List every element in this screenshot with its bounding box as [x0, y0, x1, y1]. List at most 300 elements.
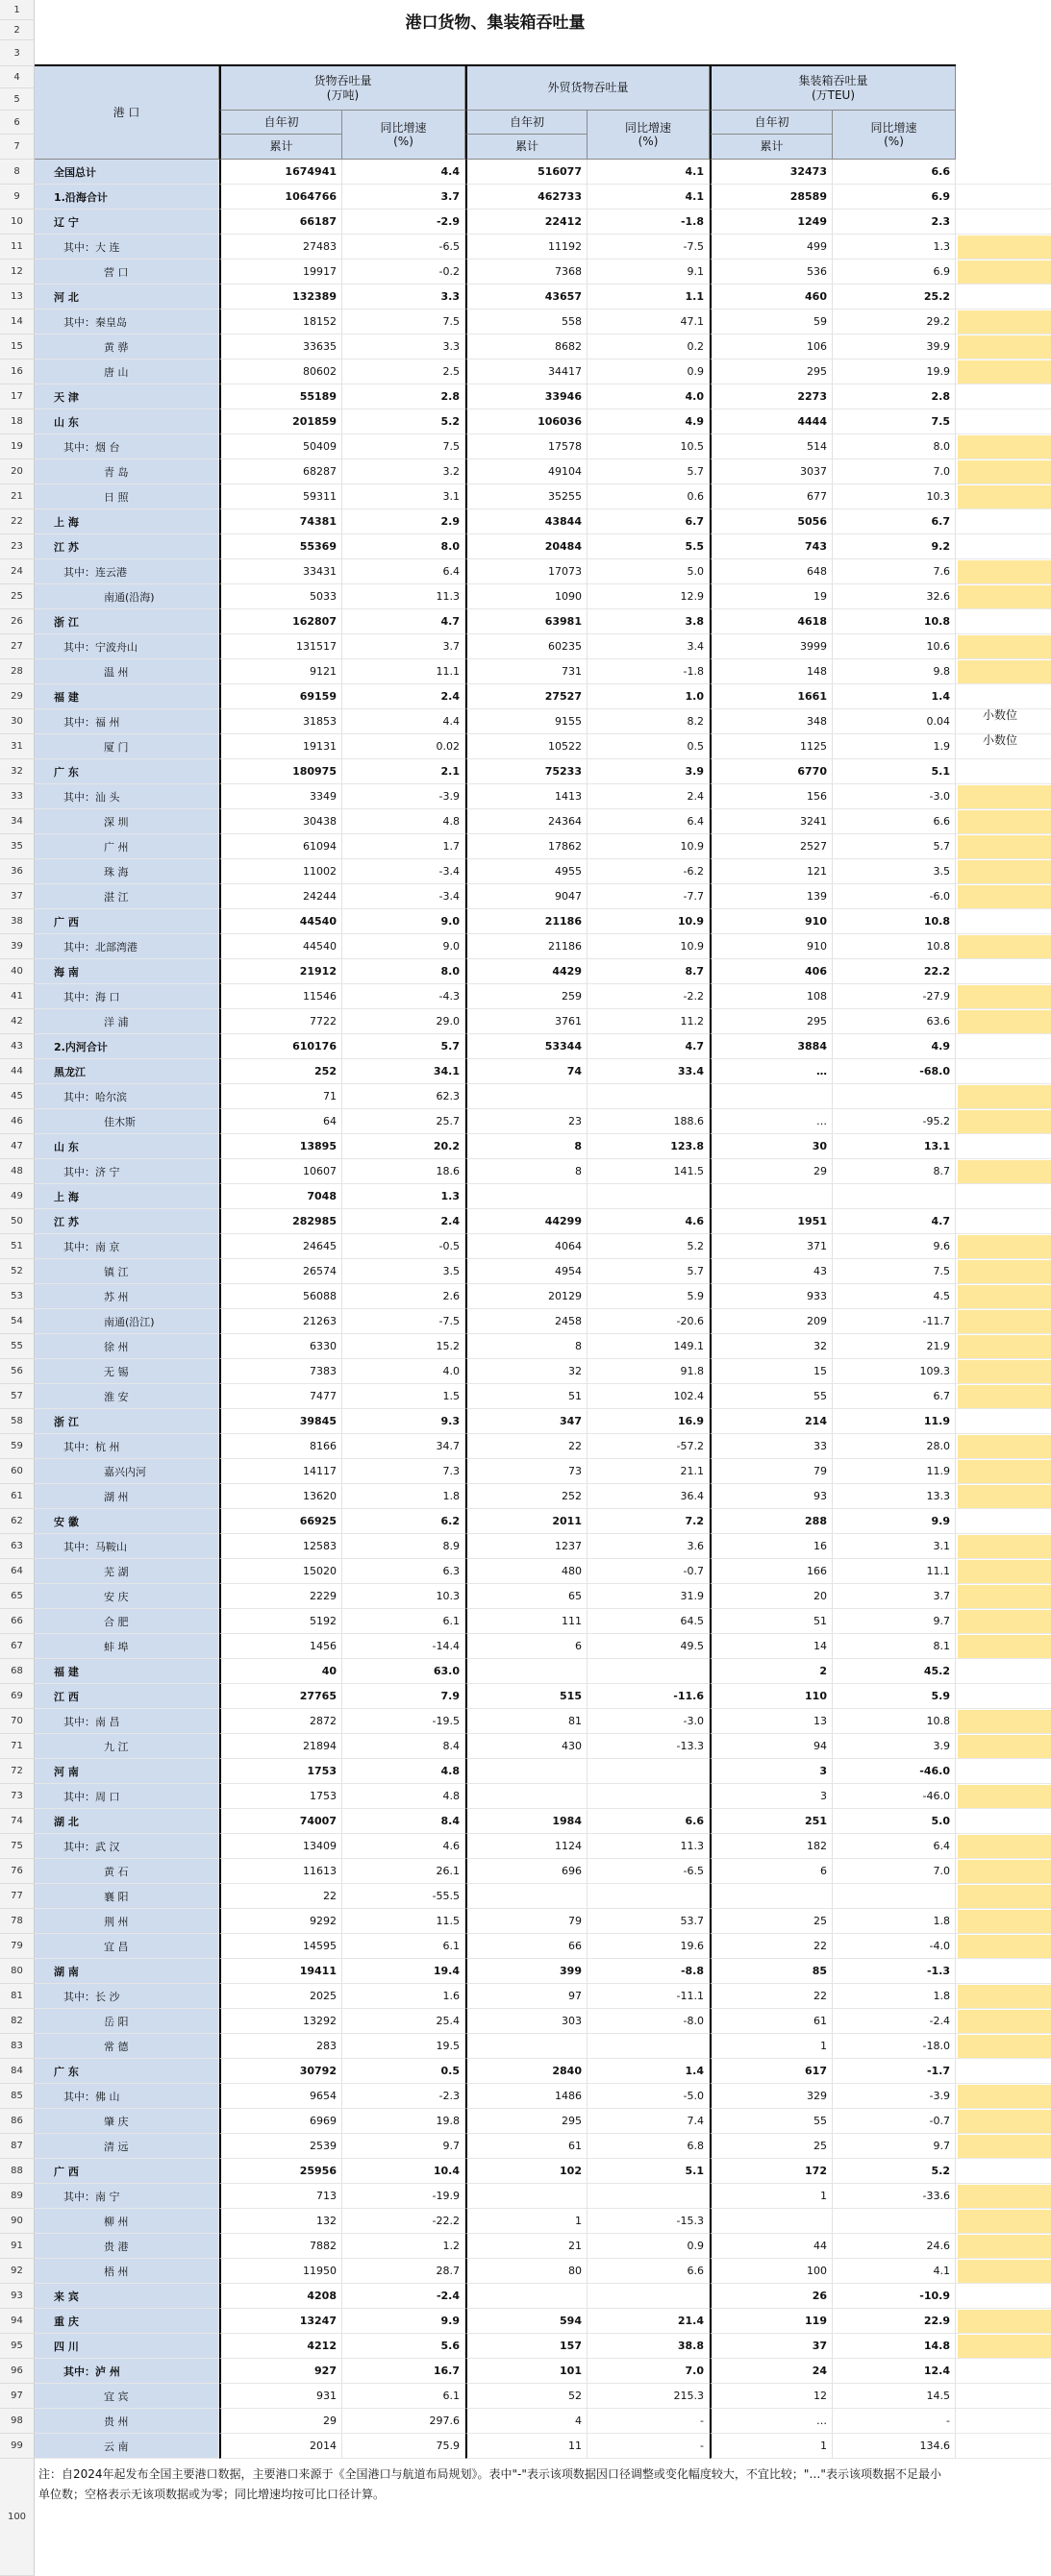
data-cell[interactable]: 7.0 — [833, 459, 956, 484]
data-cell[interactable]: 252 — [465, 1484, 588, 1509]
row-number[interactable]: 79 — [0, 1934, 35, 1959]
row-number[interactable]: 20 — [0, 459, 35, 484]
row-number[interactable]: 94 — [0, 2309, 35, 2334]
data-cell[interactable]: -1.8 — [588, 210, 710, 235]
row-number[interactable]: 50 — [0, 1209, 35, 1234]
data-cell[interactable]: 27527 — [465, 684, 588, 709]
data-cell[interactable]: 6.1 — [342, 1609, 465, 1634]
data-cell[interactable]: 26574 — [219, 1259, 342, 1284]
data-cell[interactable]: 17862 — [465, 834, 588, 859]
data-cell[interactable]: 4.9 — [833, 1034, 956, 1059]
data-cell[interactable]: 0.5 — [342, 2059, 465, 2084]
data-cell[interactable]: 44540 — [219, 934, 342, 959]
data-cell[interactable]: 62.3 — [342, 1084, 465, 1109]
data-cell[interactable]: 2 — [710, 1659, 833, 1684]
data-cell[interactable]: 109.3 — [833, 1359, 956, 1384]
data-cell[interactable]: -19.5 — [342, 1709, 465, 1734]
data-cell[interactable]: 201859 — [219, 409, 342, 434]
row-number[interactable]: 95 — [0, 2334, 35, 2359]
row-number[interactable]: 67 — [0, 1634, 35, 1659]
data-cell[interactable]: 9.8 — [833, 659, 956, 684]
data-cell[interactable]: -27.9 — [833, 984, 956, 1009]
data-cell[interactable]: 329 — [710, 2084, 833, 2109]
data-cell[interactable]: 6.6 — [833, 809, 956, 834]
port-name-cell[interactable]: 河 南 — [35, 1759, 219, 1784]
port-name-cell[interactable]: 芜 湖 — [35, 1559, 219, 1584]
data-cell[interactable] — [833, 2209, 956, 2234]
port-name-cell[interactable]: 嘉兴内河 — [35, 1459, 219, 1484]
data-cell[interactable]: 53.7 — [588, 1909, 710, 1934]
data-cell[interactable]: 7383 — [219, 1359, 342, 1384]
data-cell[interactable]: 6.6 — [588, 2259, 710, 2284]
port-name-cell[interactable]: 襄 阳 — [35, 1884, 219, 1909]
port-name-cell[interactable]: 镇 江 — [35, 1259, 219, 1284]
data-cell[interactable]: 2872 — [219, 1709, 342, 1734]
data-cell[interactable]: -10.9 — [833, 2284, 956, 2309]
data-cell[interactable]: 11 — [465, 2434, 588, 2459]
data-cell[interactable]: 1456 — [219, 1634, 342, 1659]
data-cell[interactable]: 1.0 — [588, 684, 710, 709]
port-name-cell[interactable]: 全国总计 — [35, 160, 219, 185]
data-cell[interactable]: 7.4 — [588, 2109, 710, 2134]
data-cell[interactable]: 2273 — [710, 384, 833, 409]
data-cell[interactable]: 10.3 — [833, 484, 956, 509]
data-cell[interactable]: 1.8 — [833, 1909, 956, 1934]
row-number[interactable]: 88 — [0, 2159, 35, 2184]
data-cell[interactable]: 7.5 — [342, 434, 465, 459]
port-name-cell[interactable]: 佳木斯 — [35, 1109, 219, 1134]
data-cell[interactable]: 52 — [465, 2384, 588, 2409]
data-cell[interactable] — [465, 2284, 588, 2309]
data-cell[interactable]: 9.0 — [342, 909, 465, 934]
data-cell[interactable]: 1661 — [710, 684, 833, 709]
row-number[interactable]: 43 — [0, 1034, 35, 1059]
data-cell[interactable]: 5.7 — [342, 1034, 465, 1059]
data-cell[interactable]: 8.0 — [833, 434, 956, 459]
data-cell[interactable]: - — [833, 2409, 956, 2434]
data-cell[interactable]: 93 — [710, 1484, 833, 1509]
data-cell[interactable]: 1951 — [710, 1209, 833, 1234]
row-number[interactable]: 96 — [0, 2359, 35, 2384]
data-cell[interactable]: 75233 — [465, 759, 588, 784]
port-name-cell[interactable]: 浙 江 — [35, 609, 219, 634]
data-cell[interactable]: 3.3 — [342, 285, 465, 310]
data-cell[interactable]: 4.4 — [342, 160, 465, 185]
row-number[interactable]: 82 — [0, 2009, 35, 2034]
data-cell[interactable]: 4.1 — [833, 2259, 956, 2284]
port-name-cell[interactable]: 山 东 — [35, 409, 219, 434]
data-cell[interactable]: 30 — [710, 1134, 833, 1159]
data-cell[interactable]: 8166 — [219, 1434, 342, 1459]
row-number[interactable]: 46 — [0, 1109, 35, 1134]
data-cell[interactable]: -3.9 — [833, 2084, 956, 2109]
port-name-cell[interactable]: 宜 昌 — [35, 1934, 219, 1959]
row-number[interactable]: 30 — [0, 709, 35, 734]
port-name-cell[interactable]: 苏 州 — [35, 1284, 219, 1309]
row-number[interactable]: 8 — [0, 160, 35, 185]
row-number[interactable]: 76 — [0, 1859, 35, 1884]
data-cell[interactable]: 347 — [465, 1409, 588, 1434]
data-cell[interactable]: 11.5 — [342, 1909, 465, 1934]
port-name-cell[interactable]: 广 西 — [35, 2159, 219, 2184]
port-name-cell[interactable]: 其中：汕 头 — [35, 784, 219, 809]
data-cell[interactable]: 12.9 — [588, 584, 710, 609]
data-cell[interactable]: 19.5 — [342, 2034, 465, 2059]
data-cell[interactable]: 514 — [710, 434, 833, 459]
data-cell[interactable]: 2229 — [219, 1584, 342, 1609]
data-cell[interactable]: 594 — [465, 2309, 588, 2334]
port-name-cell[interactable]: 其中：周 口 — [35, 1784, 219, 1809]
row-number[interactable]: 36 — [0, 859, 35, 884]
data-cell[interactable]: -6.2 — [588, 859, 710, 884]
port-name-cell[interactable]: 其中：杭 州 — [35, 1434, 219, 1459]
row-number[interactable]: 69 — [0, 1684, 35, 1709]
data-cell[interactable]: 63981 — [465, 609, 588, 634]
row-number[interactable]: 53 — [0, 1284, 35, 1309]
data-cell[interactable]: 1674941 — [219, 160, 342, 185]
data-cell[interactable]: 37 — [710, 2334, 833, 2359]
data-cell[interactable]: … — [710, 1059, 833, 1084]
data-cell[interactable]: 21186 — [465, 909, 588, 934]
data-cell[interactable]: 19917 — [219, 260, 342, 285]
data-cell[interactable]: 7368 — [465, 260, 588, 285]
row-number[interactable]: 32 — [0, 759, 35, 784]
data-cell[interactable]: 5.2 — [833, 2159, 956, 2184]
data-cell[interactable]: 119 — [710, 2309, 833, 2334]
data-cell[interactable]: 11950 — [219, 2259, 342, 2284]
data-cell[interactable]: 295 — [710, 359, 833, 384]
port-name-cell[interactable]: 其中：烟 台 — [35, 434, 219, 459]
data-cell[interactable]: 20.2 — [342, 1134, 465, 1159]
data-cell[interactable]: 9.7 — [833, 2134, 956, 2159]
data-cell[interactable]: 34.1 — [342, 1059, 465, 1084]
port-name-cell[interactable]: 南通(沿江) — [35, 1309, 219, 1334]
data-cell[interactable] — [588, 1884, 710, 1909]
data-cell[interactable]: 10.3 — [342, 1584, 465, 1609]
data-cell[interactable] — [833, 1084, 956, 1109]
port-name-cell[interactable]: 其中：秦皇岛 — [35, 310, 219, 334]
data-cell[interactable]: 713 — [219, 2184, 342, 2209]
data-cell[interactable]: 59 — [710, 310, 833, 334]
data-cell[interactable]: 1.9 — [833, 734, 956, 759]
row-number[interactable]: 52 — [0, 1259, 35, 1284]
port-name-cell[interactable]: 深 圳 — [35, 809, 219, 834]
data-cell[interactable]: 80602 — [219, 359, 342, 384]
port-name-cell[interactable]: 江 苏 — [35, 534, 219, 559]
data-cell[interactable]: 6.7 — [588, 509, 710, 534]
data-cell[interactable]: 0.2 — [588, 334, 710, 359]
data-cell[interactable]: -18.0 — [833, 2034, 956, 2059]
data-cell[interactable]: 13.3 — [833, 1484, 956, 1509]
data-cell[interactable]: 21.9 — [833, 1334, 956, 1359]
data-cell[interactable]: 1.5 — [342, 1384, 465, 1409]
data-cell[interactable]: 6.9 — [833, 185, 956, 210]
data-cell[interactable]: 3999 — [710, 634, 833, 659]
data-cell[interactable] — [588, 1759, 710, 1784]
data-cell[interactable] — [465, 2034, 588, 2059]
data-cell[interactable]: -2.9 — [342, 210, 465, 235]
data-cell[interactable]: 2.4 — [588, 784, 710, 809]
data-cell[interactable]: 910 — [710, 934, 833, 959]
data-cell[interactable] — [710, 2209, 833, 2234]
row-number[interactable]: 97 — [0, 2384, 35, 2409]
data-cell[interactable]: 13292 — [219, 2009, 342, 2034]
data-cell[interactable]: 25.7 — [342, 1109, 465, 1134]
row-number[interactable]: 54 — [0, 1309, 35, 1334]
port-name-cell[interactable]: 荆 州 — [35, 1909, 219, 1934]
row-number[interactable]: 85 — [0, 2084, 35, 2109]
data-cell[interactable]: 74 — [465, 1059, 588, 1084]
row-number[interactable]: 7 — [0, 135, 35, 160]
data-cell[interactable]: 17073 — [465, 559, 588, 584]
data-cell[interactable]: 74381 — [219, 509, 342, 534]
data-cell[interactable]: 931 — [219, 2384, 342, 2409]
data-cell[interactable]: 22412 — [465, 210, 588, 235]
data-cell[interactable]: 1124 — [465, 1834, 588, 1859]
data-cell[interactable]: 6.2 — [342, 1509, 465, 1534]
data-cell[interactable]: -46.0 — [833, 1759, 956, 1784]
data-cell[interactable]: 430 — [465, 1734, 588, 1759]
port-name-cell[interactable]: 南通(沿海) — [35, 584, 219, 609]
data-cell[interactable]: 3.3 — [342, 334, 465, 359]
data-cell[interactable]: 5.9 — [833, 1684, 956, 1709]
data-cell[interactable]: 6.6 — [588, 1809, 710, 1834]
data-cell[interactable]: -6.5 — [342, 235, 465, 260]
data-cell[interactable]: 9.9 — [342, 2309, 465, 2334]
data-cell[interactable]: 66925 — [219, 1509, 342, 1534]
data-cell[interactable]: 4.7 — [833, 1209, 956, 1234]
port-name-cell[interactable]: 无 锡 — [35, 1359, 219, 1384]
data-cell[interactable]: -2.4 — [833, 2009, 956, 2034]
data-cell[interactable] — [833, 1184, 956, 1209]
row-number[interactable]: 56 — [0, 1359, 35, 1384]
port-name-cell[interactable]: 淮 安 — [35, 1384, 219, 1409]
data-cell[interactable]: 27765 — [219, 1684, 342, 1709]
row-number[interactable]: 75 — [0, 1834, 35, 1859]
data-cell[interactable]: 10.5 — [588, 434, 710, 459]
data-cell[interactable]: -11.1 — [588, 1984, 710, 2009]
data-cell[interactable]: -68.0 — [833, 1059, 956, 1084]
data-cell[interactable]: -3.9 — [342, 784, 465, 809]
data-cell[interactable]: -95.2 — [833, 1109, 956, 1134]
data-cell[interactable]: 19.4 — [342, 1959, 465, 1984]
port-name-cell[interactable]: 合 肥 — [35, 1609, 219, 1634]
data-cell[interactable]: -0.7 — [588, 1559, 710, 1584]
row-number[interactable]: 5 — [0, 88, 35, 111]
row-number[interactable]: 66 — [0, 1609, 35, 1634]
data-cell[interactable]: 21894 — [219, 1734, 342, 1759]
data-cell[interactable]: 50409 — [219, 434, 342, 459]
row-number[interactable]: 57 — [0, 1384, 35, 1409]
data-cell[interactable]: 7.3 — [342, 1459, 465, 1484]
data-cell[interactable]: 66187 — [219, 210, 342, 235]
data-cell[interactable]: 20484 — [465, 534, 588, 559]
data-cell[interactable]: 11.1 — [342, 659, 465, 684]
data-cell[interactable]: 7.9 — [342, 1684, 465, 1709]
port-name-cell[interactable]: 四 川 — [35, 2334, 219, 2359]
data-cell[interactable]: 24.6 — [833, 2234, 956, 2259]
port-name-cell[interactable]: 来 宾 — [35, 2284, 219, 2309]
data-cell[interactable]: 4429 — [465, 959, 588, 984]
data-cell[interactable]: 33431 — [219, 559, 342, 584]
row-number[interactable]: 25 — [0, 584, 35, 609]
data-cell[interactable]: 19411 — [219, 1959, 342, 1984]
data-cell[interactable]: -3.0 — [588, 1709, 710, 1734]
row-number[interactable]: 58 — [0, 1409, 35, 1434]
data-cell[interactable]: 5.5 — [588, 534, 710, 559]
data-cell[interactable]: 75.9 — [342, 2434, 465, 2459]
data-cell[interactable]: 1.8 — [342, 1484, 465, 1509]
data-cell[interactable]: 30792 — [219, 2059, 342, 2084]
data-cell[interactable]: 11546 — [219, 984, 342, 1009]
data-cell[interactable]: -0.5 — [342, 1234, 465, 1259]
data-cell[interactable]: -11.6 — [588, 1684, 710, 1709]
data-cell[interactable]: 406 — [710, 959, 833, 984]
data-cell[interactable]: 9.7 — [342, 2134, 465, 2159]
data-cell[interactable]: 4208 — [219, 2284, 342, 2309]
data-cell[interactable]: 108 — [710, 984, 833, 1009]
data-cell[interactable]: 6.7 — [833, 509, 956, 534]
data-cell[interactable]: 24645 — [219, 1234, 342, 1259]
data-cell[interactable]: 106036 — [465, 409, 588, 434]
data-cell[interactable]: 13 — [710, 1709, 833, 1734]
data-cell[interactable]: 2527 — [710, 834, 833, 859]
data-cell[interactable]: 39845 — [219, 1409, 342, 1434]
data-cell[interactable]: 43 — [710, 1259, 833, 1284]
row-number[interactable]: 62 — [0, 1509, 35, 1534]
row-number[interactable]: 70 — [0, 1709, 35, 1734]
data-cell[interactable]: 157 — [465, 2334, 588, 2359]
data-cell[interactable]: 20 — [710, 1584, 833, 1609]
data-cell[interactable]: 6770 — [710, 759, 833, 784]
data-cell[interactable]: 5.7 — [588, 459, 710, 484]
data-cell[interactable]: -15.3 — [588, 2209, 710, 2234]
data-cell[interactable] — [710, 1184, 833, 1209]
row-number[interactable]: 14 — [0, 310, 35, 334]
row-number[interactable]: 16 — [0, 359, 35, 384]
data-cell[interactable] — [710, 1084, 833, 1109]
row-number[interactable]: 64 — [0, 1559, 35, 1584]
data-cell[interactable]: 51 — [710, 1609, 833, 1634]
row-number[interactable]: 4 — [0, 66, 35, 88]
data-cell[interactable]: 2458 — [465, 1309, 588, 1334]
data-cell[interactable]: 44299 — [465, 1209, 588, 1234]
port-name-cell[interactable]: 其中：大 连 — [35, 235, 219, 260]
row-number[interactable]: 9 — [0, 185, 35, 210]
data-cell[interactable]: 910 — [710, 909, 833, 934]
data-cell[interactable]: 3 — [710, 1784, 833, 1809]
data-cell[interactable]: 91.8 — [588, 1359, 710, 1384]
data-cell[interactable]: 149.1 — [588, 1334, 710, 1359]
data-cell[interactable]: 7.5 — [833, 409, 956, 434]
port-name-cell[interactable]: 营 口 — [35, 260, 219, 285]
data-cell[interactable]: 288 — [710, 1509, 833, 1534]
row-number[interactable]: 55 — [0, 1334, 35, 1359]
data-cell[interactable]: 21 — [465, 2234, 588, 2259]
data-cell[interactable]: -20.6 — [588, 1309, 710, 1334]
data-cell[interactable]: 28589 — [710, 185, 833, 210]
data-cell[interactable]: 22 — [710, 1934, 833, 1959]
data-cell[interactable]: 1 — [465, 2209, 588, 2234]
data-cell[interactable]: 19 — [710, 584, 833, 609]
port-name-cell[interactable]: 黄 石 — [35, 1859, 219, 1884]
data-cell[interactable]: 13.1 — [833, 1134, 956, 1159]
data-cell[interactable]: 15 — [710, 1359, 833, 1384]
row-number[interactable]: 92 — [0, 2259, 35, 2284]
data-cell[interactable]: 34417 — [465, 359, 588, 384]
data-cell[interactable] — [588, 1084, 710, 1109]
data-cell[interactable]: 1 — [710, 2434, 833, 2459]
row-number[interactable]: 63 — [0, 1534, 35, 1559]
port-name-cell[interactable]: 唐 山 — [35, 359, 219, 384]
data-cell[interactable]: 188.6 — [588, 1109, 710, 1134]
row-number[interactable]: 61 — [0, 1484, 35, 1509]
data-cell[interactable]: 2.4 — [342, 684, 465, 709]
row-number[interactable]: 24 — [0, 559, 35, 584]
data-cell[interactable] — [465, 1184, 588, 1209]
data-cell[interactable]: 43657 — [465, 285, 588, 310]
data-cell[interactable]: 6.9 — [833, 260, 956, 285]
data-cell[interactable]: 7.0 — [588, 2359, 710, 2384]
data-cell[interactable]: 79 — [710, 1459, 833, 1484]
data-cell[interactable]: 12 — [710, 2384, 833, 2409]
data-cell[interactable]: 9.0 — [342, 934, 465, 959]
row-number[interactable]: 84 — [0, 2059, 35, 2084]
data-cell[interactable]: 617 — [710, 2059, 833, 2084]
data-cell[interactable]: 5.2 — [342, 409, 465, 434]
data-cell[interactable]: 33 — [710, 1434, 833, 1459]
data-cell[interactable]: -33.6 — [833, 2184, 956, 2209]
data-cell[interactable]: 1753 — [219, 1759, 342, 1784]
data-cell[interactable]: 4.0 — [588, 384, 710, 409]
row-number[interactable]: 13 — [0, 285, 35, 310]
data-cell[interactable]: 4.6 — [588, 1209, 710, 1234]
data-cell[interactable] — [465, 1884, 588, 1909]
data-cell[interactable]: 43844 — [465, 509, 588, 534]
data-cell[interactable]: 18.6 — [342, 1159, 465, 1184]
data-cell[interactable]: 55369 — [219, 534, 342, 559]
data-cell[interactable]: 38.8 — [588, 2334, 710, 2359]
data-cell[interactable]: 6.6 — [833, 160, 956, 185]
data-cell[interactable]: 3.8 — [588, 609, 710, 634]
data-cell[interactable]: 162807 — [219, 609, 342, 634]
data-cell[interactable]: 131517 — [219, 634, 342, 659]
row-number[interactable]: 33 — [0, 784, 35, 809]
data-cell[interactable]: 33635 — [219, 334, 342, 359]
data-cell[interactable]: 44540 — [219, 909, 342, 934]
data-cell[interactable]: 7.6 — [833, 559, 956, 584]
port-name-cell[interactable]: 湖 北 — [35, 1809, 219, 1834]
data-cell[interactable]: 10.9 — [588, 934, 710, 959]
data-cell[interactable]: 25 — [710, 1909, 833, 1934]
data-cell[interactable]: - — [588, 2409, 710, 2434]
port-name-cell[interactable]: 江 苏 — [35, 1209, 219, 1234]
data-cell[interactable]: 2.8 — [342, 384, 465, 409]
data-cell[interactable]: 371 — [710, 1234, 833, 1259]
data-cell[interactable]: 63.6 — [833, 1009, 956, 1034]
data-cell[interactable]: 49104 — [465, 459, 588, 484]
data-cell[interactable]: 11.2 — [588, 1009, 710, 1034]
data-cell[interactable]: 14.5 — [833, 2384, 956, 2409]
data-cell[interactable]: 64.5 — [588, 1609, 710, 1634]
data-cell[interactable]: 5.7 — [588, 1259, 710, 1284]
data-cell[interactable]: 9292 — [219, 1909, 342, 1934]
data-cell[interactable] — [588, 1659, 710, 1684]
port-name-cell[interactable]: 温 州 — [35, 659, 219, 684]
data-cell[interactable]: 252 — [219, 1059, 342, 1084]
data-cell[interactable]: 21912 — [219, 959, 342, 984]
row-number[interactable]: 48 — [0, 1159, 35, 1184]
